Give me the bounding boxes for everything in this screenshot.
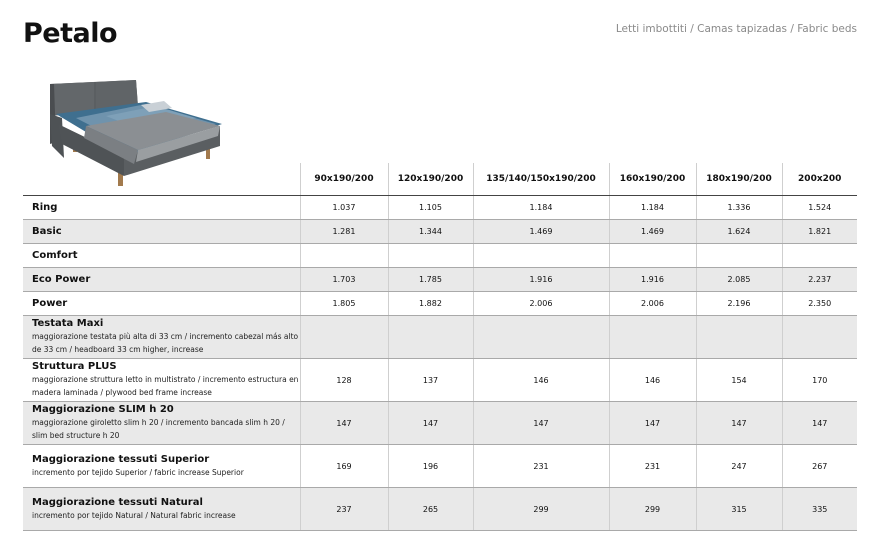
price-cell (609, 316, 696, 359)
price-cell: 315 (696, 488, 782, 531)
row-label-cell (23, 268, 300, 292)
category-breadcrumb: Letti imbottiti / Camas tapizadas / Fabric beds (615, 23, 857, 35)
price-cell: 237 (300, 488, 388, 531)
price-cell: 1.916 (473, 268, 609, 292)
row-label-cell (23, 220, 300, 244)
price-cell (609, 244, 696, 268)
row-label-cell (23, 292, 300, 316)
price-cell: 1.916 (609, 268, 696, 292)
row-label: Basic (32, 226, 62, 237)
row-description: maggiorazione giroletto slim h 20 / incremento bancada slim h 20 / slim bed structure h 20 (32, 418, 285, 440)
price-cell (473, 244, 609, 268)
row-label-cell (23, 359, 300, 402)
price-cell: 2.006 (609, 292, 696, 316)
row-description: incremento por tejido Superior / fabric increase Superior (32, 467, 244, 477)
price-cell: 1.882 (388, 292, 473, 316)
header-blank-cell (23, 163, 300, 196)
price-cell: 154 (696, 359, 782, 402)
price-cell: 147 (473, 402, 609, 445)
price-cell: 1.821 (782, 220, 857, 244)
column-header: 90x190/200 (300, 163, 388, 196)
table-row (23, 445, 857, 488)
price-cell: 196 (388, 445, 473, 488)
row-label: Eco Power (32, 274, 91, 285)
row-label: Comfort (32, 250, 78, 261)
price-cell: 1.281 (300, 220, 388, 244)
price-cell: 1.469 (473, 220, 609, 244)
price-cell: 1.184 (473, 196, 609, 220)
row-label-cell (23, 196, 300, 220)
price-cell: 169 (300, 445, 388, 488)
row-label: Maggiorazione tessuti Natural (32, 496, 203, 508)
price-cell: 1.184 (609, 196, 696, 220)
price-cell: 231 (609, 445, 696, 488)
price-cell (388, 316, 473, 359)
price-cell: 1.624 (696, 220, 782, 244)
page-title: Petalo (23, 18, 118, 49)
price-cell: 147 (609, 402, 696, 445)
price-cell: 1.524 (782, 196, 857, 220)
price-cell: 170 (782, 359, 857, 402)
row-description: incremento por tejido Natural / Natural fabric increase (32, 510, 236, 520)
table-row (23, 268, 857, 292)
price-cell: 1.469 (609, 220, 696, 244)
price-cell: 1.703 (300, 268, 388, 292)
price-cell: 137 (388, 359, 473, 402)
price-cell: 2.085 (696, 268, 782, 292)
price-cell: 146 (473, 359, 609, 402)
table-row (23, 292, 857, 316)
price-cell: 1.336 (696, 196, 782, 220)
price-cell: 299 (473, 488, 609, 531)
row-label: Maggiorazione tessuti Superior (32, 453, 210, 465)
price-cell (696, 316, 782, 359)
price-cell: 1.037 (300, 196, 388, 220)
price-cell: 267 (782, 445, 857, 488)
row-label: Ring (32, 202, 58, 213)
row-label: Maggiorazione SLIM h 20 (32, 404, 174, 415)
price-cell: 2.196 (696, 292, 782, 316)
price-cell: 147 (782, 402, 857, 445)
table-row (23, 244, 857, 268)
price-cell (300, 244, 388, 268)
row-label-cell (23, 488, 300, 531)
price-cell: 147 (300, 402, 388, 445)
price-cell: 1.785 (388, 268, 473, 292)
table-row (23, 220, 857, 244)
table-row (23, 196, 857, 220)
column-header: 180x190/200 (696, 163, 782, 196)
price-cell: 146 (609, 359, 696, 402)
row-description: maggiorazione testata più alta di 33 cm / incremento cabezal más alto de 33 cm / headboard 33 cm higher, increase (32, 332, 299, 354)
price-cell: 265 (388, 488, 473, 531)
row-label-cell (23, 316, 300, 359)
price-cell: 1.105 (388, 196, 473, 220)
row-label-cell (23, 445, 300, 488)
price-cell: 147 (388, 402, 473, 445)
price-cell: 247 (696, 445, 782, 488)
price-cell: 2.237 (782, 268, 857, 292)
price-cell: 335 (782, 488, 857, 531)
price-cell: 1.805 (300, 292, 388, 316)
row-description: maggiorazione struttura letto in multistrato / incremento estructura en madera laminada / plywood bed frame increase (32, 375, 299, 397)
price-cell: 2.006 (473, 292, 609, 316)
price-cell (696, 244, 782, 268)
row-label: Power (32, 298, 68, 309)
price-cell (388, 244, 473, 268)
row-label-cell (23, 402, 300, 445)
table-row (23, 488, 857, 531)
price-cell (473, 316, 609, 359)
column-header: 160x190/200 (609, 163, 696, 196)
row-label: Testata Maxi (32, 318, 104, 329)
price-cell: 231 (473, 445, 609, 488)
column-header: 120x190/200 (388, 163, 473, 196)
column-header: 200x200 (782, 163, 857, 196)
price-table (23, 163, 857, 531)
table-row (23, 316, 857, 359)
table-row (23, 402, 857, 445)
price-cell (782, 244, 857, 268)
row-label-cell (23, 244, 300, 268)
price-cell: 2.350 (782, 292, 857, 316)
price-cell: 1.344 (388, 220, 473, 244)
table-row (23, 359, 857, 402)
price-cell: 128 (300, 359, 388, 402)
price-cell (782, 316, 857, 359)
header-row (23, 163, 857, 196)
column-header: 135/140/150x190/200 (473, 163, 609, 196)
price-cell: 299 (609, 488, 696, 531)
row-label: Struttura PLUS (32, 361, 117, 372)
price-cell (300, 316, 388, 359)
price-cell: 147 (696, 402, 782, 445)
